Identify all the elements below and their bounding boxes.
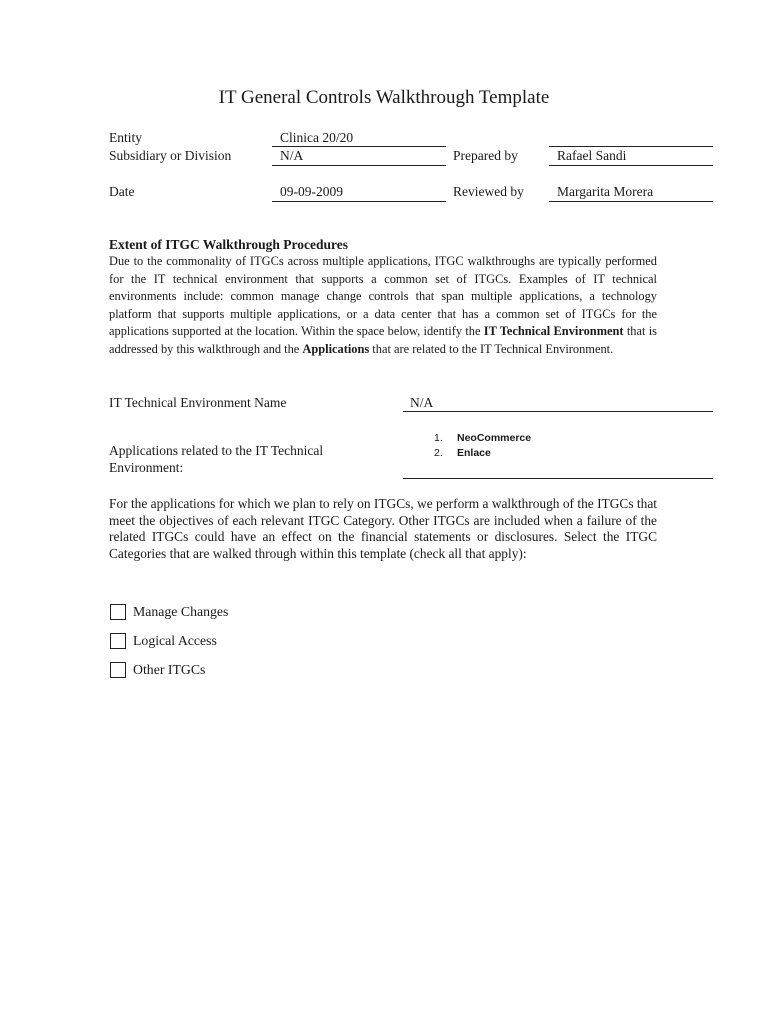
env-name-underline <box>403 411 713 412</box>
env-name-value: N/A <box>410 395 434 410</box>
checkbox-label: Manage Changes <box>133 604 229 619</box>
prepared-by-value: Rafael Sandi <box>557 148 627 163</box>
apps-label-line1: Applications related to the IT Technical <box>109 443 324 458</box>
extent-text-after: that are related to the IT Technical Environment. <box>369 341 614 356</box>
document-title: IT General Controls Walkthrough Template <box>218 87 550 108</box>
entity-label: Entity <box>109 130 142 145</box>
date-label: Date <box>109 184 135 199</box>
checkbox-box[interactable] <box>110 633 126 649</box>
extent-env-bold: IT Technical Environment <box>483 324 624 339</box>
checkbox-box[interactable] <box>110 604 126 620</box>
list-item <box>434 446 531 461</box>
date-underline <box>272 201 446 202</box>
env-name-label: IT Technical Environment Name <box>109 395 287 410</box>
reviewed-by-label: Reviewed by <box>453 184 524 199</box>
checkbox-label: Other ITGCs <box>133 662 206 677</box>
subsidiary-underline <box>272 165 446 166</box>
entity-value: Clinica 20/20 <box>280 130 354 145</box>
checkbox-label: Logical Access <box>133 633 217 648</box>
reviewed-by-underline <box>549 201 713 202</box>
apps-label-line2: Environment: <box>109 460 184 475</box>
list-item-name: Enlace <box>457 447 491 459</box>
list-item-name: NeoCommerce <box>457 432 532 444</box>
reviewed-by-value: Margarita Morera <box>557 184 654 199</box>
list-item-number: 2. <box>434 447 443 459</box>
extent-heading: Extent of ITGC Walkthrough Procedures <box>109 237 349 252</box>
date-value: 09-09-2009 <box>280 184 343 199</box>
subsidiary-value: N/A <box>280 148 304 163</box>
prepared-by-label: Prepared by <box>453 148 518 163</box>
checkbox-box[interactable] <box>110 662 126 678</box>
applications-list <box>434 431 531 461</box>
list-item <box>434 431 531 446</box>
prepared-by-top-rule <box>549 146 713 147</box>
extent-text-before: Due to the commonality of ITGCs across multiple applications, ITGC walkthroughs are typically performed for the IT technical environment that supports a common set of ITGCs. Examples of IT technical environments include: common manage change controls that span multiple applications, a technology platform that supports multiple applications, or a data center that has a common set of ITGCs for the applications supported at the location. Within the space below, identify the <box>109 254 657 339</box>
applications-underline <box>403 478 713 479</box>
extent-paragraph <box>109 253 657 359</box>
categories-intro: For the applications for which we plan to rely on ITGCs, we perform a walkthrough of the ITGCs that meet the objectives of each relevant ITGC Category. Other ITGCs are included when a failure of the related ITGCs could have an effect on the financial statements or disclosures. Select the ITGC Categories that are walked through within this template (check all that apply): <box>109 496 657 561</box>
subsidiary-label: Subsidiary or Division <box>109 148 232 163</box>
extent-text-middle: that is addressed by this walkthrough and the <box>109 324 657 356</box>
extent-apps-bold: Applications <box>302 341 370 356</box>
subsidiary-top-rule <box>272 146 446 147</box>
list-item-number: 1. <box>434 432 443 444</box>
prepared-by-underline <box>549 165 713 166</box>
